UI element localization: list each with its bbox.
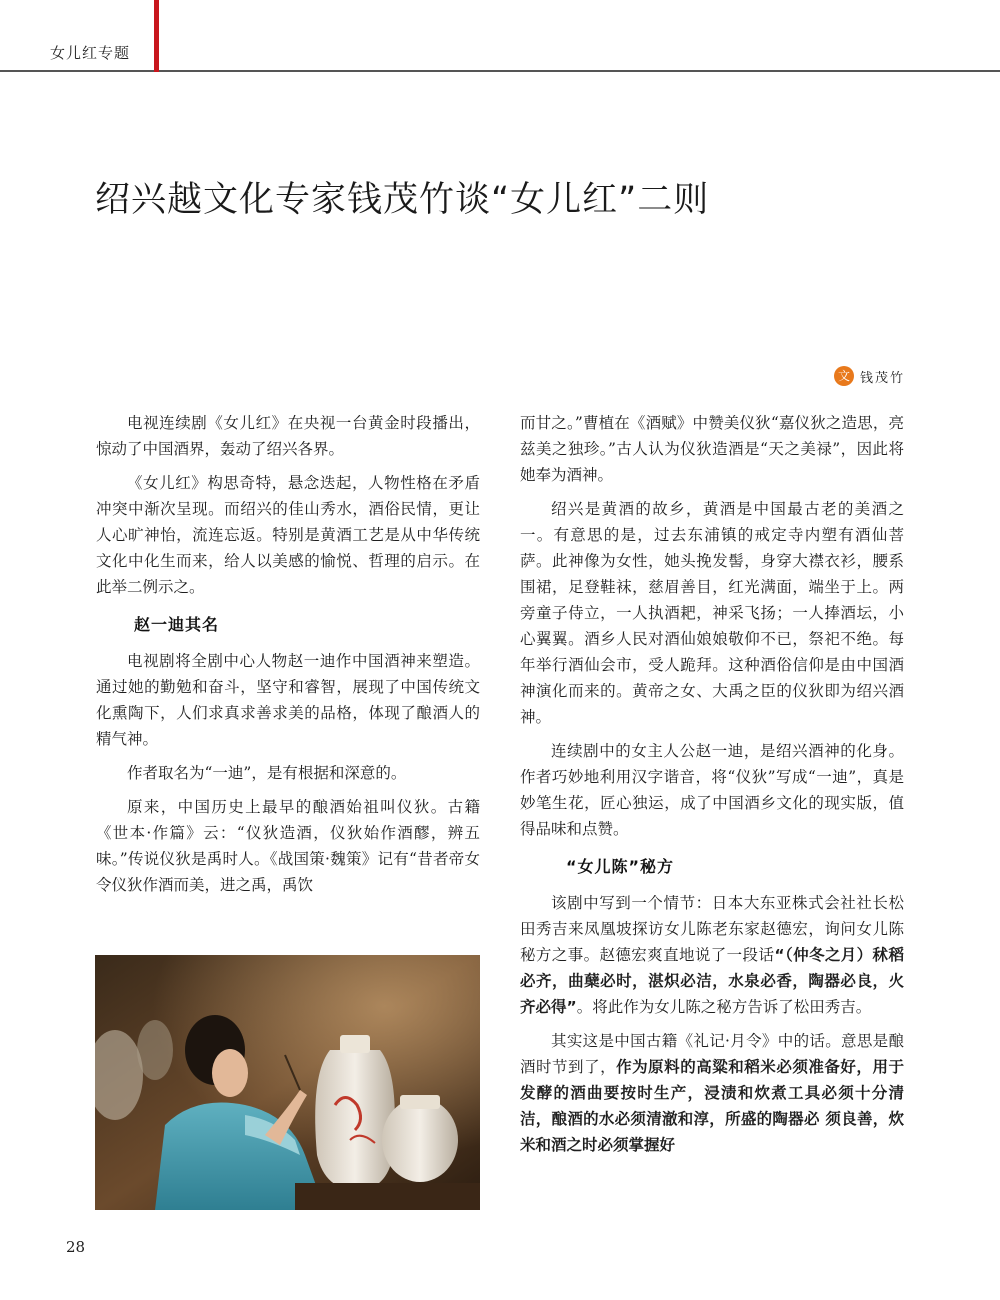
header-divider: [0, 70, 1000, 72]
header-accent-bar: [154, 0, 159, 72]
author-icon: 文: [834, 366, 854, 386]
paragraph: 原来，中国历史上最早的酿酒始祖叫仪狄。古籍《世本·作篇》云：“仪狄造酒，仪狄始作酒醪，辨五味。”传说仪狄是禹时人。《战国策·魏策》记有“昔者帝女令仪狄作酒而美，进之禹，禹饮: [96, 798, 480, 894]
author-name: 钱茂竹: [860, 370, 906, 386]
paragraph: 作者取名为“一迪”，是有根据和深意的。: [127, 764, 407, 782]
paragraph: 电视连续剧《女儿红》在央视一台黄金时段播出，惊动了中国酒界，轰动了绍兴各界。: [96, 414, 480, 458]
section-title: 女儿红专题: [50, 44, 131, 62]
paragraph: 而甘之。”曹植在《酒赋》中赞美仪狄“嘉仪狄之造思，亮兹美之独珍。”古人认为仪狄造酒是“天之美禄”，因此将她奉为酒神。: [520, 414, 904, 484]
author-byline: [834, 366, 905, 386]
bold-quote: “（仲冬之月）秫稻必齐，曲蘖必时，湛炽必洁，水泉必香，陶器必良，火齐必得”: [520, 946, 904, 1016]
paragraph: 电视剧将全剧中心人物赵一迪作中国酒神来塑造。通过她的勤勉和奋斗，坚守和睿智，展现了中国传统文化熏陶下，人们求真求善求美的品格，体现了酿酒人的精气神。: [96, 652, 480, 748]
paragraph: 《女儿红》构思奇特，悬念迭起，人物性格在矛盾冲突中渐次呈现。而绍兴的佳山秀水，酒俗民情，更让人心旷神怡，流连忘返。特别是黄酒工艺是从中华传统文化中化生而来，给人以美感的愉悦、哲理的启示。在此举二例示之。: [96, 474, 480, 596]
text-run: 该剧中写到一个情节：日本大东亚株式会社社长松田秀吉来凤凰坡探访女儿陈老东家赵德宏，询问女儿陈秘方之事。赵德宏爽直地说了一段话: [520, 894, 904, 964]
right-column: [520, 410, 904, 1166]
paragraph: [520, 1028, 904, 1158]
bold-text: 作为原料的高粱和稻米必须准备好，用于发酵的酒曲要按时生产，浸渍和炊煮工具必须十分清洁，酿酒的水必须清澈和淳，所盛的陶器必 须良善，炊米和酒之时必须掌握好: [520, 1058, 904, 1154]
photo-woman-painting-wine-jar: [95, 955, 480, 1210]
text-run: 。将此作为女儿陈之秘方告诉了松田秀吉。: [576, 998, 872, 1016]
subheading-nver-chen: “女儿陈”秘方: [566, 857, 675, 876]
text-run: 其实这是中国古籍《礼记·月令》中的话。意思是酿酒时节到了，: [520, 1032, 904, 1076]
left-column: [96, 410, 480, 906]
subheading-zhao-yidi: 赵一迪其名: [134, 615, 220, 634]
paragraph: 连续剧中的女主人公赵一迪，是绍兴酒神的化身。作者巧妙地利用汉字谐音，将“仪狄”写成“一迪”，真是妙笔生花，匠心独运，成了中国酒乡文化的现实版，值得品味和点赞。: [520, 742, 904, 838]
page-number: 28: [66, 1238, 86, 1256]
paragraph: 绍兴是黄酒的故乡，黄酒是中国最古老的美酒之一。有意思的是，过去东浦镇的戒定寺内塑有酒仙菩萨。此神像为女性，她头挽发髻，身穿大襟衣衫，腰系围裙，足登鞋袜，慈眉善目，红光满面，端坐于上。两旁童子侍立，一人执酒耙，神采飞扬；一人捧酒坛，小心翼翼。酒乡人民对酒仙娘娘敬仰不已，祭祀不绝。每年举行酒仙会市，受人跪拜。这种酒俗信仰是由中国酒神演化而来的。黄帝之女、大禹之臣的仪狄即为绍兴酒神。: [520, 500, 904, 726]
article-title: 绍兴越文化专家钱茂竹谈“女儿红”二则: [95, 180, 710, 220]
paragraph: [520, 890, 904, 1020]
